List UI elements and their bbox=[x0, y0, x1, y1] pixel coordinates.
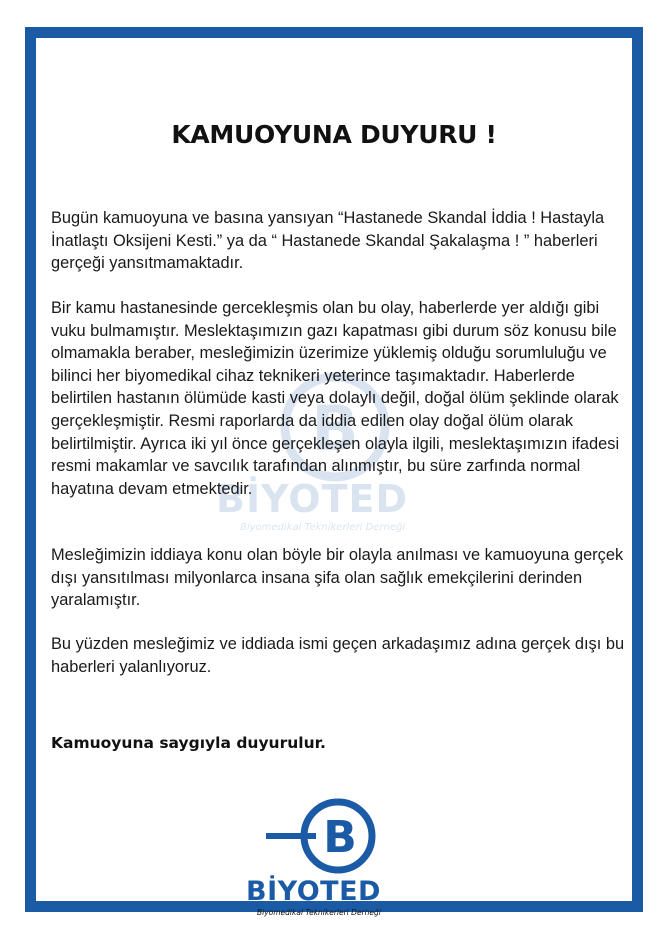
paragraph-3: Mesleğimizin iddiaya konu olan böyle bir olayla anılması ve kamuoyuna gerçek dışı yansıtılması milyonlarca insana şifa olan sağlık emekçilerini derinden yaralamıştır. bbox=[51, 546, 624, 610]
logo-brand: BİYOTED bbox=[246, 876, 381, 907]
logo-mark-icon bbox=[238, 790, 438, 880]
paragraph-4: Bu yüzden mesleğimiz ve iddiada ismi geçen arkadaşımız adına gerçek dışı bu haberleri yalanlıyoruz. bbox=[51, 635, 625, 676]
closing-statement: Kamuoyuna saygıyla duyurulur. bbox=[51, 734, 326, 752]
page-title: KAMUOYUNA DUYURU ! bbox=[171, 120, 497, 149]
paragraph-1: Bugün kamuoyuna ve basına yansıyan “Hastanede Skandal İddia ! Hastayla İnatlaştı Oksijeni Kesti.” ya da “ Hastanede Skandal Şakalaşma ! ” haberleri gerçeği yansıtmamaktadır. bbox=[51, 209, 605, 273]
biyoted-logo bbox=[238, 790, 438, 917]
paragraph-2: Bir kamu hastanesinde gercekleşmis olan bu olay, haberlerde yer aldığı gibi vuku bulmamıştır. Meslektaşımızın gazı kapatması gibi durum söz konusu bile olmamakla beraber, mesleğimizin üzerimize yüklemiş olduğu sorumluluğu ve bilinci her biyomedikal cihaz teknikeri yeterince taşımaktadır. Haberlerde belirtilen hastanın ölümüde kasti veya dolaylı değil, doğal ölüm şeklinde olarak gerçekleşmiştir. Resmi raporlarda da iddia edilen olay doğal ölüm olarak belirtilmiştir. Ayrıca iki yıl önce gerçekleşen olayla ilgili, meslektaşımızın ifadesi resmi makamlar ve savcılık tarafından alınmıştır, bu süre zarfında normal hayatına devam etmektedir. bbox=[51, 299, 620, 498]
logo-subtitle: Biyomedikal Teknikerleri Derneği bbox=[257, 908, 381, 917]
logo-mark-letter: B bbox=[323, 812, 357, 863]
